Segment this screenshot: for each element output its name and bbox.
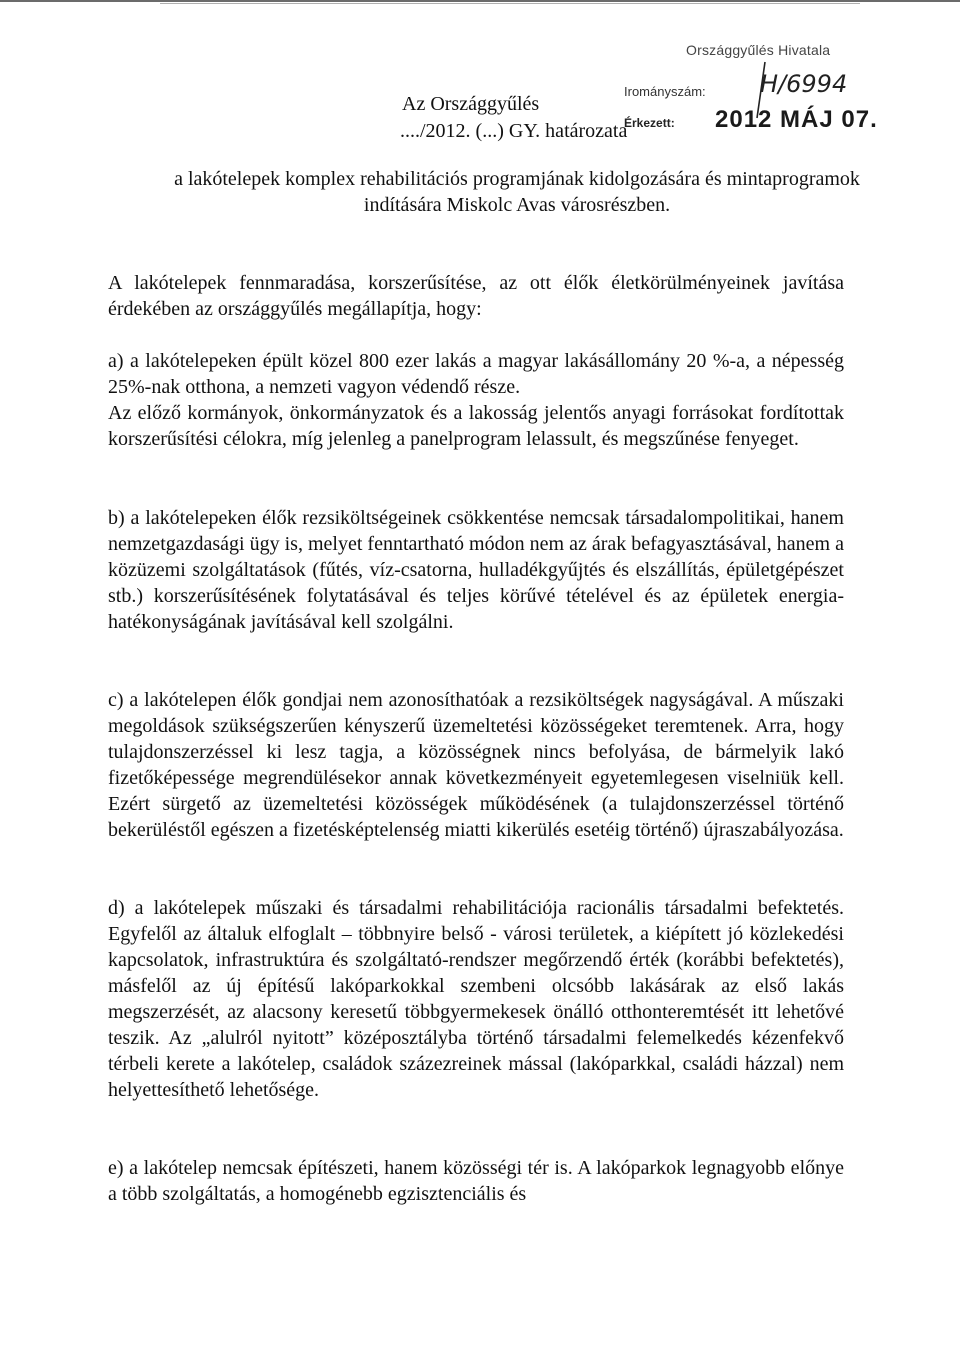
handwritten-slash-mark [751,60,771,120]
paragraph-e-text: e) a lakótelep nemcsak építészeti, hanem közösségi tér is. A lakóparkok legnagyobb előnye a több szolgáltatás, a homogénebb egzisztenciális és [108,1157,844,1205]
stamp-iktatoszam-label: Irományszám: [624,84,706,99]
paragraph-a [108,348,844,452]
scan-top-edge [0,0,960,2]
stamp-erkezett-label: Érkezett: [624,116,675,130]
paragraph-b-text: b) a lakótelepeken élők rezsiköltségeinek csökkentése nemcsak társadalompolitikai, hanem nemzetgazdasági ügy is, melyet fenntartható módon nem az árak befagyasztásával, hanem a közüzemi szolgáltatások (fűtés, víz-csatorna, hulladékgyűjtés és elszállítás, épületgépészet stb.) korszerűsítésének folytatásával és teljes körűvé tételével és az épületek energia-hatékonyságának javításával kell szolgálni. [108,507,844,633]
intro-paragraph [108,270,844,322]
paragraph-a-text-2: Az előző kormányok, önkormányzatok és a lakosság jelentős anyagi forrásokat fordítottak korszerűsítési célokra, míg jelenleg a panelprogram lelassult, és megszűnése fenyeget. [108,402,844,450]
stamp-erkezett-value: 2012 MÁJ 07. [715,106,878,133]
paragraph-a-text-1: a) a lakótelepeken épült közel 800 ezer lakás a magyar lakásállomány 20 %-a, a népesség 25%-nak otthona, a nemzeti vagyon védendő része. [108,350,844,398]
paragraph-e [108,1155,844,1207]
issuer-title: Az Országgyűlés [402,93,540,115]
paragraph-c-text: c) a lakótelepen élők gondjai nem azonosíthatóak a rezsiköltségek nagyságával. A műszaki megoldások szükségszerűen kényszerű üzemeltetési közösségeket teremtenek. Arra, hogy tulajdonszerzéssel ki lesz tagja, a közösségnek nincs befolyása, de bármelyik lakó fizetőképessége megrendülésekor annak következményeit egyetemlegesen viselniük kell. Ezért sürgető az üzemeltetési közösségek működésének (a tulajdonszerzéssel történő bekerüléstől egészen a fizetésképtelenség miatti kikerülés esetéig történő) újraszabályozása. [108,689,844,841]
resolution-number: ..../2012. (...) GY. határozata [400,120,628,142]
scan-top-edge-shadow [160,3,860,4]
intro-text: A lakótelepek fennmaradása, korszerűsítése, az ott élők életkörülményeinek javítása érdekében az országgyűlés megállapítja, hogy: [108,272,844,320]
paragraph-c [108,687,844,843]
stamp-iktatoszam-value: H/6994 [760,70,848,98]
paragraph-d-text: d) a lakótelepek műszaki és társadalmi rehabilitációja racionális társadalmi befektetés. Egyfelől az általuk elfoglalt – többnyire belső - városi területek, a kiépített jó közlekedési kapcsolatok, infrastruktúra és szolgáltató-rendszer megőrzendő érték (korábbi befektetés), másfelől az új építésű lakóparkokkal szembeni olcsóbb lakásárak az első lakás megszerzését, az alacsony keresetű többgyermekesek önálló otthonteremtését itt lehetővé teszik. Az „alulról nyitott” középosztályba történő társadalmi felemelkedés kézenfekvő térbeli kerete a lakótelep, családok százezreinek mással (lakóparkkal, családi házzal) nem helyettesíthető lehetősége. [108,897,844,1101]
paragraph-b [108,505,844,635]
document-subject: a lakótelepek komplex rehabilitációs programjának kidolgozására és mintaprogramok indítására Miskolc Avas városrészben. [174,168,860,216]
paragraph-d [108,895,844,1103]
stamp-organization: Országgyűlés Hivatala [686,42,831,58]
